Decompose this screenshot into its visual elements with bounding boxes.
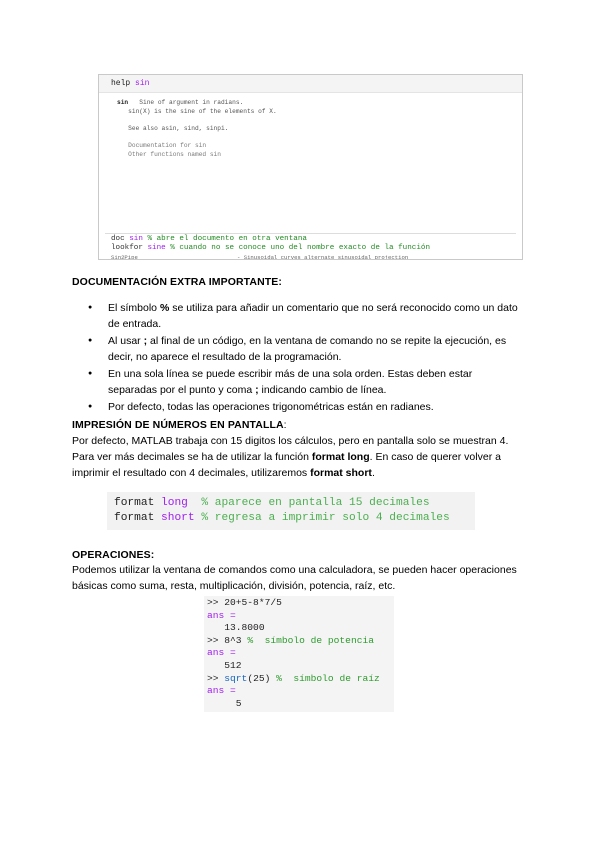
matlab-help-screenshot: [98, 74, 523, 260]
section-title-operations: OPERACIONES:: [72, 549, 155, 561]
list-item: [72, 333, 524, 365]
list-item: [72, 300, 524, 332]
printing-paragraph: [72, 433, 528, 481]
text: indicando cambio de línea.: [258, 384, 387, 396]
lookfor-arg: sine: [147, 244, 166, 252]
console-line: [207, 673, 394, 686]
console-code: (25): [247, 672, 277, 684]
section-title-documentation: DOCUMENTACIÓN EXTRA IMPORTANTE:: [72, 276, 282, 288]
help-line: [117, 133, 522, 142]
divider: [105, 233, 516, 234]
code-arg: short: [161, 512, 195, 524]
help-link[interactable]: [117, 142, 522, 151]
text: El símbolo: [108, 302, 160, 314]
text: .: [371, 467, 375, 479]
doc-arg: sin: [129, 235, 143, 243]
text: se utiliza para añadir un comentario que no será reconocido como un dato de entrada.: [108, 302, 518, 330]
console-prompt: >>: [207, 672, 225, 684]
documentation-list: [72, 300, 524, 416]
documentation-link[interactable]: Documentation for sin: [117, 141, 207, 149]
text: al final de un código, en la ventana de comando no se repite la ejecución, es decir, no aparece el resultado de la programación.: [108, 335, 507, 363]
code-command: format: [114, 497, 155, 509]
console-code: >> 8^3: [207, 634, 248, 646]
format-code-block: [107, 492, 475, 530]
console-line: >> 20+5-8*7/5: [207, 597, 282, 608]
symbol: ;: [255, 384, 259, 396]
lookfor-results: [111, 254, 432, 260]
title-text: IMPRESIÓN DE NÚMEROS EN PANTALLA: [72, 419, 284, 431]
code-comment: % aparece en pantalla 15 decimales: [201, 497, 430, 509]
doc-line: [111, 235, 430, 244]
text: Al usar: [108, 335, 144, 347]
console-function: sqrt: [224, 672, 248, 684]
console-value: 5: [207, 697, 242, 709]
doc-comment: % abre el documento en otra ventana: [147, 235, 307, 243]
command-window: [204, 596, 394, 712]
doc-commands: [111, 235, 430, 253]
help-text: See also asin, sind, sinpi.: [117, 124, 229, 132]
text: Por defecto, MATLAB trabaja con 15 digitos los cálculos, pero en pantalla solo se muestran 4. Para ver más decimales se ha de utilizar la función: [72, 435, 509, 463]
console-comment: % símbolo de raíz: [276, 672, 380, 684]
code-line: [114, 511, 475, 526]
help-text: sin(X) is the sine of the elements of X.: [117, 107, 277, 115]
lookfor-result-row: [111, 254, 432, 260]
help-line: [117, 99, 522, 108]
help-line: [117, 108, 522, 117]
lookfor-comment: % cuando no se conoce uno del nombre exacto de la función: [170, 244, 431, 252]
console-ans: ans =: [207, 647, 236, 659]
title-suffix: :: [283, 419, 287, 431]
code-line: [114, 496, 475, 511]
help-line: [117, 116, 522, 125]
help-command-line: [99, 75, 522, 93]
help-line: [117, 125, 522, 134]
doc-command: doc: [111, 235, 125, 243]
help-link[interactable]: [117, 151, 522, 160]
lookfor-command: lookfor: [111, 244, 143, 252]
code-arg: long: [161, 497, 188, 509]
format-long-term: format long: [311, 451, 370, 463]
text: En una sola línea se puede escribir más de una sola orden. Estas deben estar separadas por el punto y coma: [108, 368, 473, 396]
result-name[interactable]: Sin2Pipe: [111, 254, 138, 260]
console-value: 13.8000: [207, 622, 265, 634]
console-ans: ans =: [207, 685, 236, 697]
console-value: 512: [207, 659, 242, 671]
section-title-printing: [72, 419, 287, 431]
other-functions-link[interactable]: Other functions named sin: [117, 150, 221, 158]
format-short-term: format short: [310, 467, 372, 479]
console-line: [207, 635, 394, 648]
console-comment: % símbolo de potencia: [247, 634, 374, 646]
help-arg: sin: [135, 79, 150, 88]
help-text: Sine of argument in radians.: [128, 99, 244, 106]
help-output: [99, 93, 522, 159]
symbol: %: [159, 302, 170, 314]
console-ans: ans =: [207, 609, 236, 621]
operations-paragraph: Podemos utilizar la ventana de comandos como una calculadora, se pueden hacer operaciones básicas como suma, resta, multiplicación, división, potencia, raíz, etc.: [72, 564, 517, 592]
symbol: ;: [143, 335, 148, 347]
list-item: [72, 366, 524, 398]
help-keyword: sin: [117, 99, 129, 106]
text: Por defecto, todas las operaciones trigonométricas están en radianes.: [108, 401, 434, 413]
list-item: [72, 399, 524, 415]
code-command: format: [114, 512, 155, 524]
code-comment: % regresa a imprimir solo 4 decimales: [201, 512, 450, 524]
help-command: help: [111, 79, 131, 88]
lookfor-line: [111, 244, 430, 253]
text: . En caso de querer volver a imprimir el resultado con 4 decimales, utilizaremos: [72, 451, 501, 479]
result-desc: - Sinusoidal curves alternate sinusoidal projection: [237, 254, 409, 260]
